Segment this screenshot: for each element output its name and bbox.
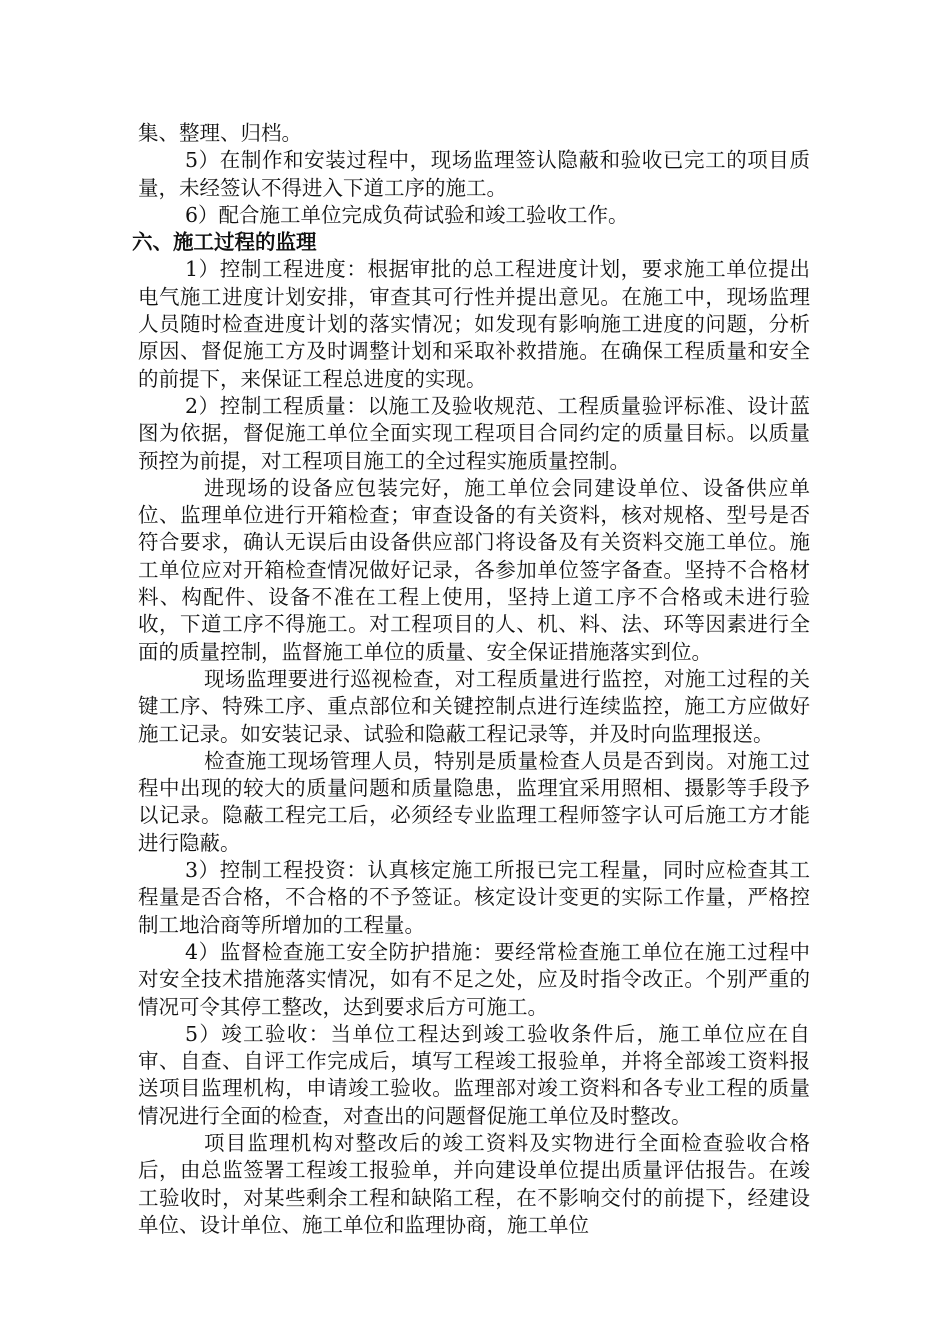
paragraph-staff-check: 检查施工现场管理人员，特别是质量检查人员是否到岗。对施工过程中出现的较大的质量问题和质量隐患，监理宜采用照相、摄影等手段予以记录。隐蔽工程完工后，必须经专业监理工程师签字认可后施工方才能进行隐蔽。 xyxy=(138,748,810,855)
paragraph-equipment-inspection: 进现场的设备应包装完好，施工单位会同建设单位、设备供应单位、监理单位进行开箱检查；审查设备的有关资料，核对规格、型号是否符合要求，确认无误后由设备供应部门将设备及有关资料交施工单位。施工单位应对开箱检查情况做好记录，各参加单位签字备查。坚持不合格材料、构配件、设备不准在工程上使用，坚持上道工序不合格或未进行验收，下道工序不得施工。对工程项目的人、机、料、法、环等因素进行全面的质量控制，监督施工单位的质量、安全保证措施落实到位。 xyxy=(138,475,810,664)
paragraph-archive: 集、整理、归档。 xyxy=(138,121,302,145)
paragraph-item-5-sign-off: 5）在制作和安装过程中，现场监理签认隐蔽和验收已完工的项目质量，未经签认不得进入下道工序的施工。 xyxy=(138,148,810,200)
section-heading: 六、施工过程的监理 xyxy=(132,230,317,255)
paragraph-completion-acceptance: 5）竣工验收：当单位工程达到竣工验收条件后，施工单位应在自审、自查、自评工作完成后，填写工程竣工报验单，并将全部竣工资料报送项目监理机构，申请竣工验收。监理部对竣工资料和各专业工程的质量情况进行全面的检查，对查出的问题督促施工单位及时整改。 xyxy=(138,1021,810,1128)
document-body xyxy=(132,120,810,1239)
paragraph-cost-control: 3）控制工程投资：认真核定施工所报已完工程量，同时应检查其工程量是否合格，不合格的不予签证。核定设计变更的实际工作量，严格控制工地洽商等所增加的工程量。 xyxy=(138,858,810,937)
paragraph-quality-control: 2）控制工程质量：以施工及验收规范、工程质量验评标准、设计蓝图为依据，督促施工单位全面实现工程项目合同约定的质量目标。以质量预控为前提，对工程项目施工的全过程实施质量控制。 xyxy=(138,393,810,473)
paragraph-progress-control: 1）控制工程进度：根据审批的总工程进度计划，要求施工单位提出电气施工进度计划安排，审查其可行性并提出意见。在施工中，现场监理人员随时检查进度计划的落实情况；如发现有影响施工进度的问题，分析原因、督促施工方及时调整计划和采取补救措施。在确保工程质量和安全的前提下，来保证工程总进度的实现。 xyxy=(138,257,810,391)
paragraph-safety-supervision: 4）监督检查施工安全防护措施：要经常检查施工单位在施工过程中对安全技术措施落实情况，如有不足之处，应及时指令改正。个别严重的情况可令其停工整改，达到要求后方可施工。 xyxy=(138,939,810,1019)
paragraph-item-6-load-test: 6）配合施工单位完成负荷试验和竣工验收工作。 xyxy=(185,202,629,227)
paragraph-site-patrol: 现场监理要进行巡视检查，对工程质量进行监控，对施工过程的关键工序、特殊工序、重点部位和关键控制点进行连续监控，施工方应做好施工记录。如安装记录、试验和隐蔽工程记录等，并及时向监理报送。 xyxy=(138,666,810,746)
paragraph-final-inspection: 项目监理机构对整改后的竣工资料及实物进行全面检查验收合格后，由总监签署工程竣工报验单，并向建设单位提出质量评估报告。在竣工验收时，对某些剩余工程和缺陷工程，在不影响交付的前提下，经建设单位、设计单位、施工单位和监理协商，施工单位 xyxy=(138,1130,810,1237)
